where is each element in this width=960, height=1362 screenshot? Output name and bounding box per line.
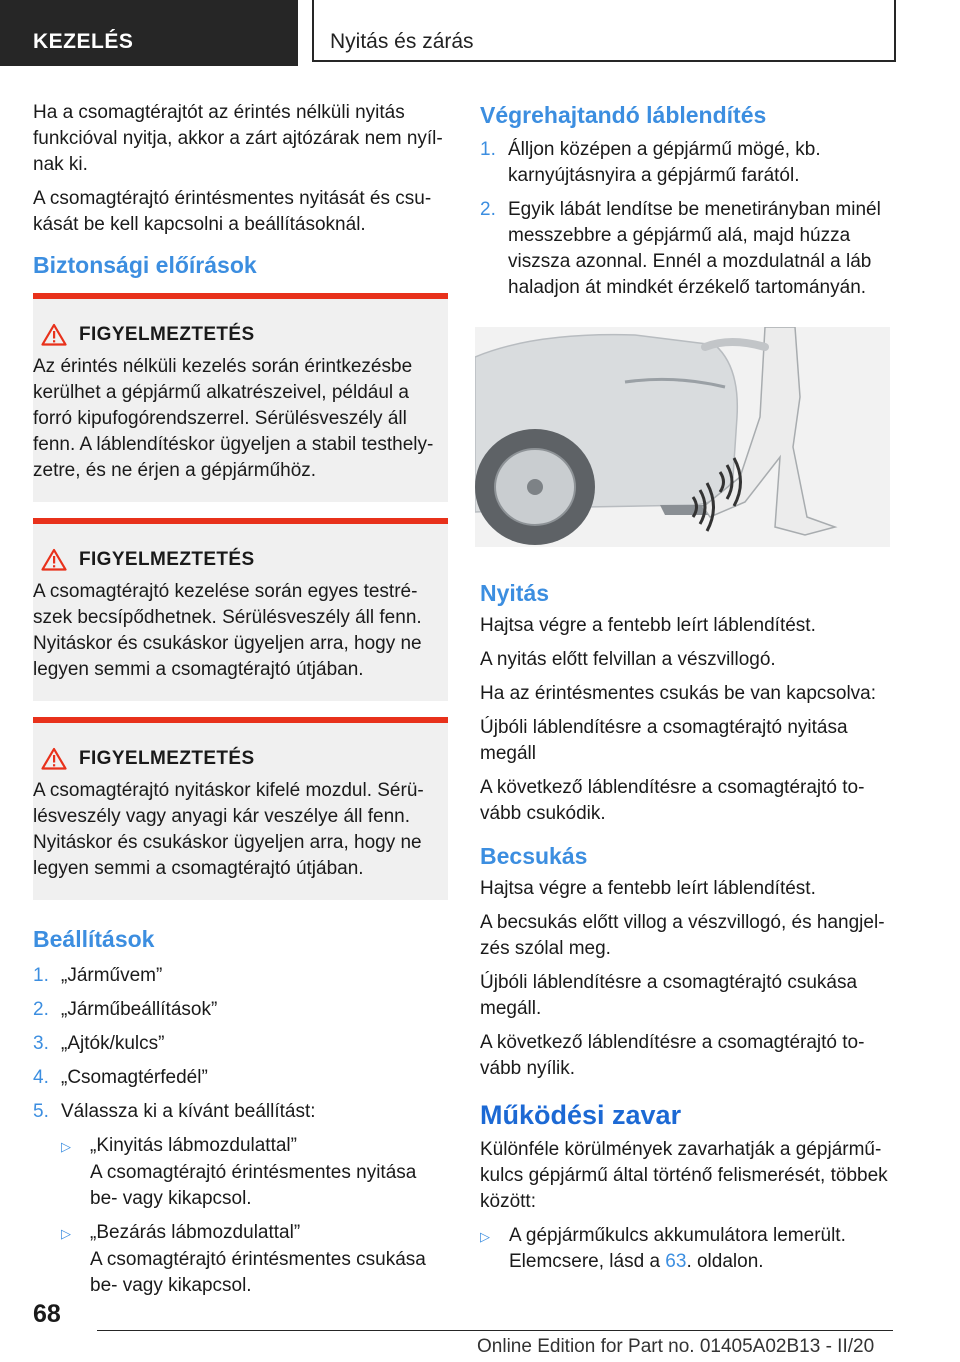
footer-divider [97, 1330, 893, 1331]
open-paragraph: Újbóli láblendítésre a csomagtérajtó nyitása megáll [480, 717, 848, 764]
option-description: A csomagtérajtó érintésmentes csukása be- vagy kikapcsol. [90, 1249, 426, 1296]
malfunction-paragraph: Különféle körülmények zavarhatják a gépjárműkulcs gépjármű által történő felismerését, többek között: [480, 1139, 888, 1212]
warning-title: FIGYELMEZTETÉS [79, 548, 255, 570]
settings-step: 3. „Ajtók/kulcs” [33, 1033, 165, 1054]
close-heading: Becsukás [480, 843, 588, 869]
open-paragraph: A nyitás előtt felvillan a vészvillogó. [480, 649, 776, 670]
chapter-title: Nyitás és zárás [312, 0, 896, 62]
warning-text: A csomagtérajtó kezelése során egyes testrészek becsípődhetnek. Sérülésveszély áll fenn. Nyitáskor és csukáskor ügyeljen arra, hogy ne legyen semmi a csomagtérajtó útjában. [33, 581, 422, 680]
section-label: KEZELÉS [0, 0, 298, 66]
open-paragraph: A következő láblendítésre a csomagtérajtó tovább csukódik. [480, 777, 865, 824]
page-number: 68 [33, 1300, 61, 1328]
settings-step: 2. „Járműbeállítások” [33, 999, 218, 1020]
triangle-bullet-icon: ▷ [61, 1226, 71, 1241]
close-paragraph: A becsukás előtt villog a vészvillogó, és hangjelzés szólal meg. [480, 912, 885, 959]
open-heading: Nyitás [480, 580, 550, 606]
triangle-bullet-icon: ▷ [480, 1229, 490, 1244]
close-paragraph: A következő láblendítésre a csomagtérajtó tovább nyílik. [480, 1032, 865, 1079]
warning-text: Az érintés nélküli kezelés során érintkezésbe kerülhet a gépjármű alkatrészeivel, például a forró kipufogórendszerrel. Sérülésveszély áll fenn. A láblendítéskor ügyeljen a stabil testhelyzetre, és ne érjen a gépjárműhöz. [33, 356, 434, 481]
kick-step: 2. Egyik lábát lendítse be menetirányban minél messzebbre a gépjármű alá, majd húzza viszsza azonnal. Ennél a mozdulatnál a láb haladjon át mindkét érzékelő tartományán. [480, 199, 881, 298]
settings-heading: Beállítások [33, 926, 155, 952]
left-column [33, 100, 448, 1307]
warning-triangle-icon [41, 323, 67, 346]
open-paragraph: Ha az érintésmentes csukás be van kapcsolva: [480, 683, 877, 704]
option-description: A csomagtérajtó érintésmentes nyitása be- vagy kikapcsol. [90, 1162, 417, 1209]
malfunction-bullet: ▷ A gépjárműkulcs akkumulátora lemerült. Elemcsere, lásd a 63. oldalon. [480, 1223, 892, 1275]
right-column [480, 100, 892, 1275]
close-paragraph: Hajtsa végre a fentebb leírt láblendítést. [480, 878, 816, 899]
malfunction-heading: Működési zavar [480, 1100, 682, 1130]
warning-box-2 [33, 518, 448, 701]
warning-title: FIGYELMEZTETÉS [79, 323, 255, 345]
safety-heading: Biztonsági előírások [33, 252, 257, 278]
kick-step: 1. Álljon középen a gépjármű mögé, kb. karnyújtásnyira a gépjármű farától. [480, 139, 821, 186]
option-item: ▷ „Bezárás lábmozdulattal” [61, 1220, 448, 1247]
warning-triangle-icon [41, 747, 67, 770]
close-paragraph: Újbóli láblendítésre a csomagtérajtó csukása megáll. [480, 972, 858, 1019]
open-paragraph: Hajtsa végre a fentebb leírt láblendítést. [480, 615, 816, 636]
settings-step: 1. „Járművem” [33, 965, 163, 986]
intro-paragraph-2: A csomagtérajtó érintésmentes nyitását és csukását be kell kapcsolni a beállításoknál. [33, 188, 432, 235]
warning-triangle-icon [41, 548, 67, 571]
warning-text: A csomagtérajtó nyitáskor kifelé mozdul. Sérülésveszély vagy anyagi kár veszélye áll fenn. Nyitáskor és csukáskor ügyeljen arra, hogy ne legyen semmi a csomagtérajtó útjában. [33, 780, 424, 879]
kick-gesture-illustration [475, 327, 890, 547]
footer-edition: Online Edition for Part no. 01405A02B13 - II/20 [477, 1336, 875, 1357]
warning-title: FIGYELMEZTETÉS [79, 747, 255, 769]
intro-paragraph-1: Ha a csomagtérajtót az érintés nélküli nyitás funkcióval nyitja, akkor a zárt ajtózárak nem nyílnak ki. [33, 102, 443, 175]
kick-heading: Végrehajtandó láblendítés [480, 102, 767, 128]
warning-box-1 [33, 293, 448, 502]
settings-step: 4. „Csomagtérfedél” [33, 1067, 208, 1088]
warning-box-3 [33, 717, 448, 900]
option-item: ▷ „Kinyitás lábmozdulattal” [61, 1133, 448, 1160]
settings-step: 5. Válassza ki a kívánt beállítást: [33, 1101, 316, 1122]
triangle-bullet-icon: ▷ [61, 1139, 71, 1154]
page-header [0, 0, 960, 66]
page-reference-link[interactable]: 63 [665, 1251, 687, 1272]
